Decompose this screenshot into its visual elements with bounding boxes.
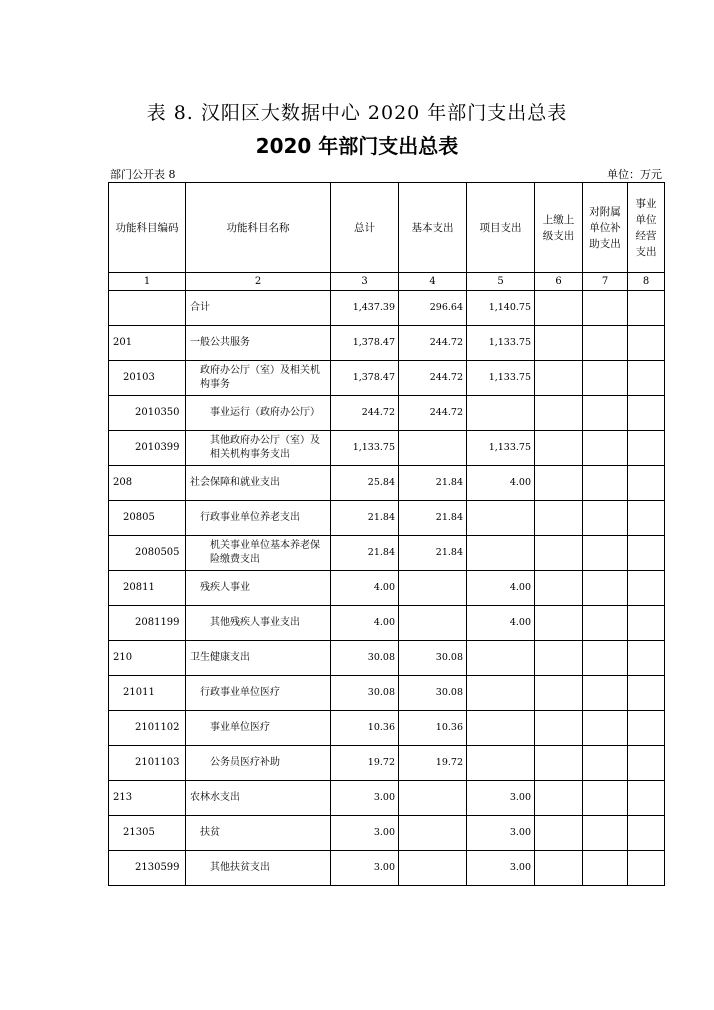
cell-total: 1,133.75 [331,431,399,466]
cell-basic: 21.84 [399,466,467,501]
cell-operation [628,466,665,501]
cell-name: 残疾人事业 [186,571,331,606]
table-row [109,641,665,676]
cell-operation [628,711,665,746]
cell-remit [535,466,583,501]
cell-code: 210 [109,641,186,676]
cell-subsidy [583,396,628,431]
cell-code: 2101103 [109,746,186,781]
cell-subsidy [583,781,628,816]
cell-project: 4.00 [467,466,535,501]
cell-project: 1,133.75 [467,431,535,466]
cell-remit [535,361,583,396]
cell-name: 其他扶贫支出 [186,851,331,886]
cell-total: 19.72 [331,746,399,781]
cell-project [467,501,535,536]
table-row [109,466,665,501]
cell-subsidy [583,851,628,886]
cell-subsidy [583,746,628,781]
cell-name: 行政事业单位养老支出 [186,501,331,536]
cell-operation [628,396,665,431]
unit-label: 单位：万元 [607,168,662,181]
cell-basic [399,816,467,851]
cell-operation [628,816,665,851]
cell-project: 1,140.75 [467,291,535,326]
cell-name: 公务员医疗补助 [186,746,331,781]
table-row [109,676,665,711]
cell-code: 2080505 [109,536,186,571]
cell-remit [535,746,583,781]
cell-total: 4.00 [331,571,399,606]
cell-operation [628,536,665,571]
cell-project: 4.00 [467,571,535,606]
cell-remit [535,851,583,886]
cell-name: 农林水支出 [186,781,331,816]
cell-basic: 244.72 [399,361,467,396]
cell-name: 社会保障和就业支出 [186,466,331,501]
cell-name: 行政事业单位医疗 [186,676,331,711]
cell-total: 244.72 [331,396,399,431]
table-row [109,501,665,536]
cell-basic: 296.64 [399,291,467,326]
index-row [109,273,665,291]
cell-remit [535,536,583,571]
cell-total: 1,378.47 [331,361,399,396]
cell-remit [535,431,583,466]
cell-subsidy [583,466,628,501]
cell-remit [535,781,583,816]
cell-basic: 19.72 [399,746,467,781]
cell-basic [399,431,467,466]
cell-remit [535,501,583,536]
cell-name: 事业单位医疗 [186,711,331,746]
index-cell: 1 [109,273,186,291]
cell-code: 2081199 [109,606,186,641]
table-row [109,711,665,746]
cell-name: 合计 [186,291,331,326]
cell-project [467,676,535,711]
header-row [109,183,665,273]
cell-operation [628,641,665,676]
cell-basic [399,851,467,886]
table-row [109,606,665,641]
cell-code: 213 [109,781,186,816]
cell-operation [628,326,665,361]
table-row [109,781,665,816]
cell-project: 3.00 [467,816,535,851]
cell-name: 一般公共服务 [186,326,331,361]
index-cell: 3 [331,273,399,291]
cell-basic: 30.08 [399,641,467,676]
cell-name: 事业运行（政府办公厅） [186,396,331,431]
cell-remit [535,326,583,361]
cell-project [467,746,535,781]
cell-operation [628,851,665,886]
table-row [109,361,665,396]
cell-code: 20103 [109,361,186,396]
cell-code: 208 [109,466,186,501]
cell-subsidy [583,641,628,676]
cell-name: 机关事业单位基本养老保险缴费支出 [186,536,331,571]
expenditure-table [108,182,665,886]
cell-code: 2010350 [109,396,186,431]
cell-project: 1,133.75 [467,326,535,361]
cell-subsidy [583,676,628,711]
cell-subsidy [583,606,628,641]
cell-remit [535,711,583,746]
cell-basic: 10.36 [399,711,467,746]
cell-subsidy [583,816,628,851]
cell-total: 1,378.47 [331,326,399,361]
cell-code: 201 [109,326,186,361]
header-code: 功能科目编码 [109,183,186,273]
cell-basic [399,571,467,606]
cell-basic: 244.72 [399,326,467,361]
cell-remit [535,816,583,851]
cell-code: 21305 [109,816,186,851]
cell-project [467,396,535,431]
cell-remit [535,571,583,606]
cell-basic: 244.72 [399,396,467,431]
index-cell: 7 [583,273,628,291]
cell-total: 21.84 [331,536,399,571]
cell-project: 3.00 [467,851,535,886]
cell-project [467,536,535,571]
cell-remit [535,676,583,711]
index-cell: 2 [186,273,331,291]
cell-operation [628,291,665,326]
cell-operation [628,676,665,711]
cell-subsidy [583,326,628,361]
cell-name: 政府办公厅（室）及相关机构事务 [186,361,331,396]
cell-code: 20811 [109,571,186,606]
cell-basic: 30.08 [399,676,467,711]
table-row [109,326,665,361]
index-cell: 6 [535,273,583,291]
cell-remit [535,396,583,431]
cell-operation [628,431,665,466]
form-number: 部门公开表 8 [110,168,176,181]
header-name: 功能科目名称 [186,183,331,273]
index-cell: 8 [628,273,665,291]
cell-name: 卫生健康支出 [186,641,331,676]
cell-total: 1,437.39 [331,291,399,326]
cell-operation [628,501,665,536]
cell-total: 3.00 [331,816,399,851]
header-project: 项目支出 [467,183,535,273]
cell-total: 3.00 [331,781,399,816]
cell-project [467,711,535,746]
cell-subsidy [583,711,628,746]
table-row [109,851,665,886]
table-row [109,291,665,326]
cell-subsidy [583,501,628,536]
cell-total: 25.84 [331,466,399,501]
index-cell: 5 [467,273,535,291]
table-title: 2020 年部门支出总表 [255,134,459,158]
cell-subsidy [583,431,628,466]
cell-total: 30.08 [331,676,399,711]
table-row [109,536,665,571]
table-row [109,571,665,606]
cell-subsidy [583,536,628,571]
cell-total: 30.08 [331,641,399,676]
cell-subsidy [583,571,628,606]
header-subsidy: 对附属单位补助支出 [583,183,628,273]
cell-project: 1,133.75 [467,361,535,396]
index-cell: 4 [399,273,467,291]
cell-project: 4.00 [467,606,535,641]
table-row [109,431,665,466]
cell-basic: 21.84 [399,536,467,571]
cell-code: 2130599 [109,851,186,886]
cell-project: 3.00 [467,781,535,816]
header-operation: 事业单位经营支出 [628,183,665,273]
cell-name: 扶贫 [186,816,331,851]
cell-code [109,291,186,326]
cell-project [467,641,535,676]
cell-operation [628,606,665,641]
cell-code: 20805 [109,501,186,536]
cell-total: 4.00 [331,606,399,641]
cell-subsidy [583,361,628,396]
cell-code: 2101102 [109,711,186,746]
table-row [109,396,665,431]
table-row [109,746,665,781]
cell-name: 其他政府办公厅（室）及相关机构事务支出 [186,431,331,466]
header-remit: 上缴上级支出 [535,183,583,273]
cell-operation [628,571,665,606]
cell-total: 10.36 [331,711,399,746]
cell-operation [628,746,665,781]
cell-operation [628,781,665,816]
document-title: 表 8. 汉阳区大数据中心 2020 年部门支出总表 [146,102,568,124]
cell-basic: 21.84 [399,501,467,536]
cell-remit [535,641,583,676]
cell-code: 21011 [109,676,186,711]
cell-total: 21.84 [331,501,399,536]
cell-basic [399,606,467,641]
cell-basic [399,781,467,816]
table-row [109,816,665,851]
cell-remit [535,291,583,326]
header-total: 总计 [331,183,399,273]
cell-subsidy [583,291,628,326]
cell-total: 3.00 [331,851,399,886]
cell-name: 其他残疾人事业支出 [186,606,331,641]
cell-code: 2010399 [109,431,186,466]
header-basic: 基本支出 [399,183,467,273]
cell-operation [628,361,665,396]
cell-remit [535,606,583,641]
